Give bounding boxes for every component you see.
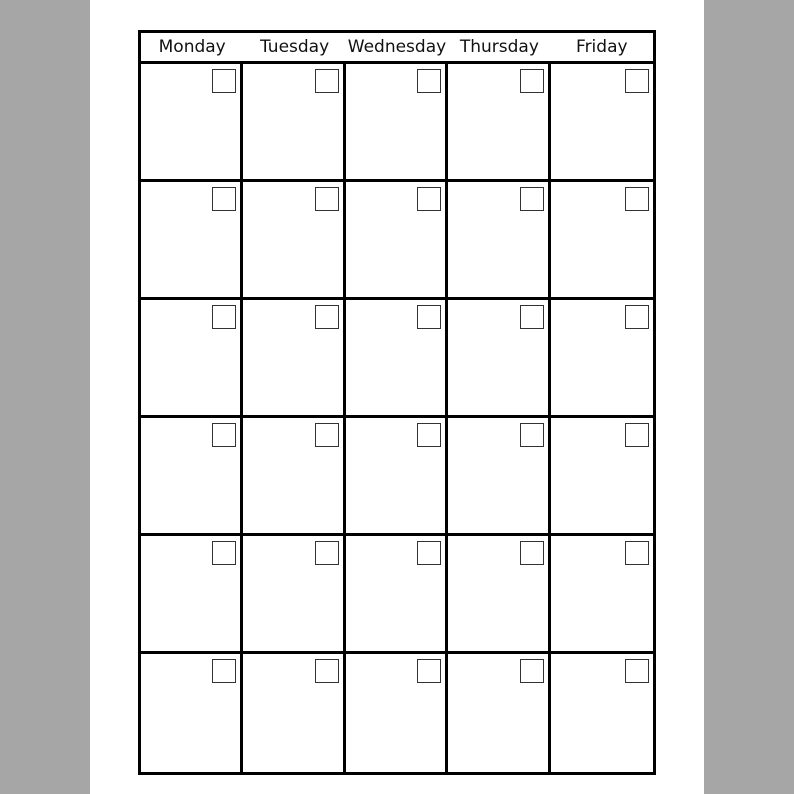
date-number-box[interactable] <box>212 305 236 329</box>
day-cell[interactable] <box>141 182 243 300</box>
day-cell[interactable] <box>243 536 345 654</box>
date-number-box[interactable] <box>417 659 441 683</box>
date-number-box[interactable] <box>520 423 544 447</box>
day-cell[interactable] <box>243 182 345 300</box>
date-number-box[interactable] <box>315 305 339 329</box>
date-number-box[interactable] <box>520 541 544 565</box>
day-cell[interactable] <box>551 182 653 300</box>
weekday-header-friday: Friday <box>551 33 653 64</box>
date-number-box[interactable] <box>417 423 441 447</box>
day-cell[interactable] <box>346 654 448 772</box>
date-number-box[interactable] <box>625 541 649 565</box>
date-number-box[interactable] <box>212 187 236 211</box>
day-cell[interactable] <box>448 182 550 300</box>
day-cell[interactable] <box>346 418 448 536</box>
date-number-box[interactable] <box>520 187 544 211</box>
day-cell[interactable] <box>551 418 653 536</box>
date-number-box[interactable] <box>417 69 441 93</box>
day-cell[interactable] <box>141 418 243 536</box>
day-cell[interactable] <box>346 536 448 654</box>
day-cell[interactable] <box>141 300 243 418</box>
day-cell[interactable] <box>346 182 448 300</box>
day-cell[interactable] <box>551 536 653 654</box>
date-number-box[interactable] <box>212 541 236 565</box>
day-cell[interactable] <box>551 64 653 182</box>
day-cell[interactable] <box>448 418 550 536</box>
day-cell[interactable] <box>141 64 243 182</box>
date-number-box[interactable] <box>315 69 339 93</box>
date-number-box[interactable] <box>625 659 649 683</box>
day-cell[interactable] <box>243 300 345 418</box>
date-number-box[interactable] <box>212 423 236 447</box>
date-number-box[interactable] <box>315 659 339 683</box>
date-number-box[interactable] <box>417 305 441 329</box>
date-number-box[interactable] <box>520 305 544 329</box>
date-number-box[interactable] <box>212 69 236 93</box>
day-cell[interactable] <box>346 64 448 182</box>
day-cell[interactable] <box>243 418 345 536</box>
weekday-header-tuesday: Tuesday <box>243 33 345 64</box>
day-cell[interactable] <box>551 654 653 772</box>
weekday-header-wednesday: Wednesday <box>346 33 448 64</box>
date-number-box[interactable] <box>212 659 236 683</box>
day-cell[interactable] <box>243 654 345 772</box>
day-cell[interactable] <box>448 64 550 182</box>
day-cell[interactable] <box>141 654 243 772</box>
day-cell[interactable] <box>448 536 550 654</box>
date-number-box[interactable] <box>625 187 649 211</box>
date-number-box[interactable] <box>520 659 544 683</box>
day-cell[interactable] <box>243 64 345 182</box>
date-number-box[interactable] <box>625 423 649 447</box>
date-number-box[interactable] <box>315 423 339 447</box>
weekday-header-monday: Monday <box>141 33 243 64</box>
date-number-box[interactable] <box>625 69 649 93</box>
date-number-box[interactable] <box>520 69 544 93</box>
weekday-header-thursday: Thursday <box>448 33 550 64</box>
day-cell[interactable] <box>551 300 653 418</box>
day-cell[interactable] <box>448 300 550 418</box>
monthly-calendar-grid <box>138 30 656 775</box>
date-number-box[interactable] <box>417 541 441 565</box>
day-cell[interactable] <box>448 654 550 772</box>
day-cell[interactable] <box>141 536 243 654</box>
day-cell[interactable] <box>346 300 448 418</box>
date-number-box[interactable] <box>625 305 649 329</box>
date-number-box[interactable] <box>417 187 441 211</box>
date-number-box[interactable] <box>315 541 339 565</box>
date-number-box[interactable] <box>315 187 339 211</box>
